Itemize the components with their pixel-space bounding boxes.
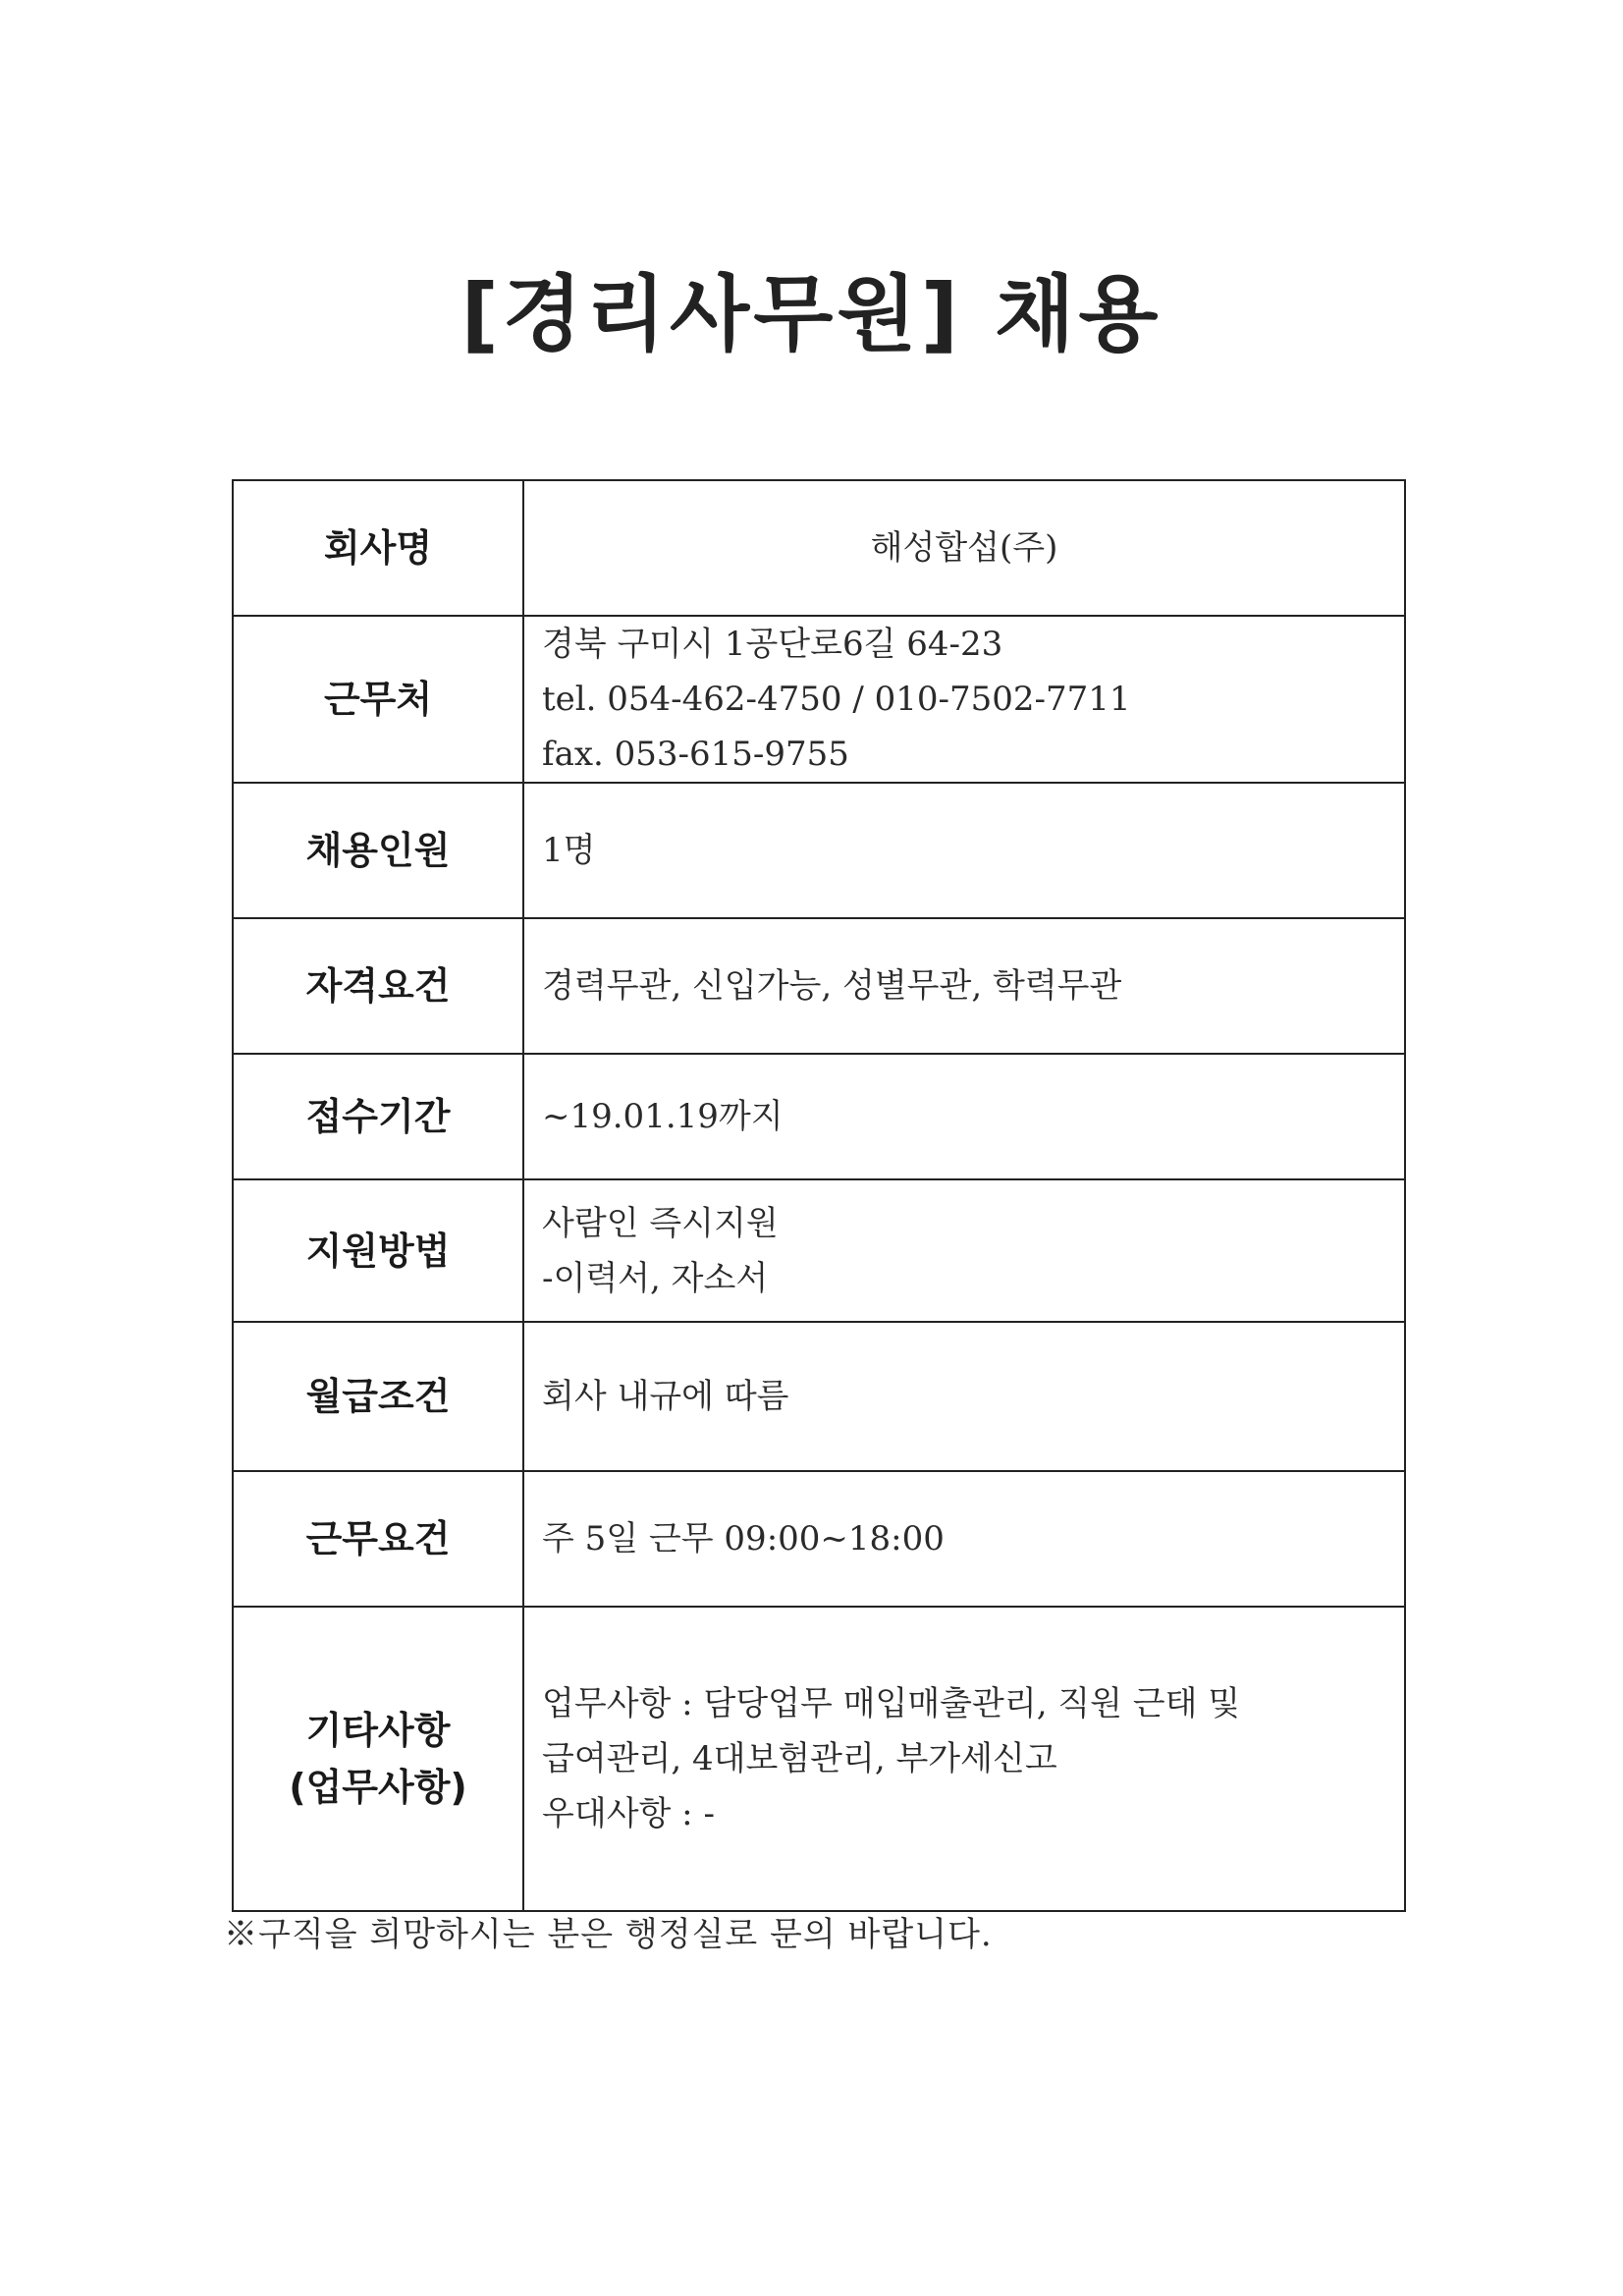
row-label-headcount <box>233 783 523 918</box>
label-text: 자격요건 <box>305 964 451 1008</box>
tel-text: tel. 054-462-4750 / 010-7502-7711 <box>542 680 1131 719</box>
row-value-headcount <box>523 783 1405 918</box>
table-row-company <box>233 480 1405 616</box>
row-label-work-conditions <box>233 1471 523 1607</box>
row-label-qualifications <box>233 918 523 1054</box>
label-text: 지원방법 <box>305 1229 451 1273</box>
table-row-application-period <box>233 1054 1405 1179</box>
address-text: 경북 구미시 1공단로6길 64-23 <box>542 625 1003 664</box>
row-value-company <box>523 480 1405 616</box>
footnote: ※구직을 희망하시는 분은 행정실로 문의 바랍니다. <box>224 1915 993 1954</box>
value-text: 급여관리, 4대보험관리, 부가세신고 <box>542 1739 1057 1778</box>
table-row-salary <box>233 1322 1405 1471</box>
row-value-qualifications <box>523 918 1405 1054</box>
table-row-qualifications <box>233 918 1405 1054</box>
row-value-application-period <box>523 1054 1405 1179</box>
row-label-company <box>233 480 523 616</box>
table-row-apply-method <box>233 1179 1405 1322</box>
row-label-apply-method <box>233 1179 523 1322</box>
table-row-other <box>233 1607 1405 1911</box>
value-text: 주 5일 근무 09:00~18:00 <box>542 1519 945 1558</box>
page-title: [경리사무원] 채용 <box>460 266 1163 362</box>
label-text: 접수기간 <box>305 1095 451 1138</box>
label-text: 근무처 <box>323 678 433 721</box>
value-text: ~19.01.19까지 <box>542 1097 784 1136</box>
label-text: 회사명 <box>323 526 433 570</box>
label-text: 근무요건 <box>305 1517 451 1560</box>
row-label-other <box>233 1607 523 1911</box>
row-value-apply-method <box>523 1179 1405 1322</box>
table-row-work-conditions <box>233 1471 1405 1607</box>
row-label-workplace <box>233 616 523 783</box>
fax-text: fax. 053-615-9755 <box>542 735 849 774</box>
value-text: 1명 <box>542 831 596 870</box>
row-value-work-conditions <box>523 1471 1405 1607</box>
value-text: 업무사항 : 담당업무 매입매출관리, 직원 근태 및 <box>542 1684 1241 1723</box>
table-row-headcount <box>233 783 1405 918</box>
table-row-workplace <box>233 616 1405 783</box>
row-value-other <box>523 1607 1405 1911</box>
value-text: 우대사항 : - <box>542 1794 715 1833</box>
value-text: -이력서, 자소서 <box>542 1258 769 1298</box>
label-text: 기타사항 <box>305 1709 451 1752</box>
row-label-application-period <box>233 1054 523 1179</box>
row-value-salary <box>523 1322 1405 1471</box>
value-text: 사람인 즉시지원 <box>542 1203 779 1243</box>
value-text: 경력무관, 신입가능, 성별무관, 학력무관 <box>542 966 1122 1006</box>
label-text: 채용인원 <box>305 829 451 872</box>
row-value-workplace <box>523 616 1405 783</box>
job-posting-table <box>232 479 1406 1912</box>
row-label-salary <box>233 1322 523 1471</box>
label-text: (업무사항) <box>289 1766 467 1809</box>
label-text: 월급조건 <box>305 1375 451 1418</box>
value-text: 해성합섭(주) <box>870 528 1058 568</box>
value-text: 회사 내규에 따름 <box>542 1377 789 1416</box>
